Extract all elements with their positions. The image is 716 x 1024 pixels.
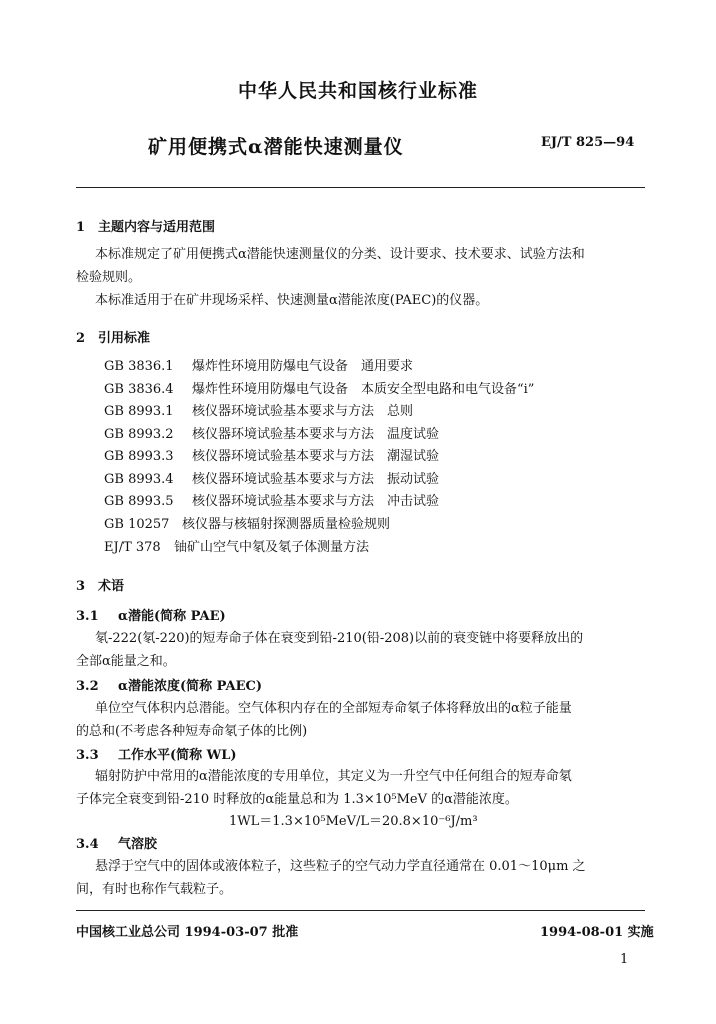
term-3-2-heading (76, 675, 262, 694)
reference-code: EJ/T 378 (104, 540, 161, 555)
reference-item (104, 537, 369, 559)
reference-code: GB 8993.5 (104, 494, 174, 509)
reference-item (104, 356, 413, 378)
term-3-4-heading (76, 833, 157, 852)
org-title: 中华人民共和国核行业标准 (237, 80, 478, 102)
reference-code: GB 3836.4 (104, 382, 174, 397)
footer-rule (76, 910, 645, 911)
reference-text: 核仪器与核辐射探测器质量检验规则 (182, 517, 391, 532)
header-rule (76, 187, 645, 188)
reference-item (104, 469, 439, 491)
term-title: α潜能(简称 PAE) (118, 609, 226, 624)
term-3-2-line-1: 单位空气体积内总潜能。空气体积内存在的全部短寿命氡子体将释放出的α粒子能量 (95, 701, 572, 716)
reference-code: GB 8993.2 (104, 427, 174, 442)
term-number: 3.4 (76, 837, 99, 852)
reference-item (104, 491, 439, 513)
reference-code: GB 10257 (104, 517, 170, 532)
term-number: 3.2 (76, 679, 99, 694)
section-1-paragraph-2: 本标准适用于在矿井现场采样、快速测量α潜能浓度(PAEC)的仪器。 (95, 293, 489, 308)
reference-text: 核仪器环境试验基本要求与方法 总则 (192, 404, 414, 419)
reference-text: 核仪器环境试验基本要求与方法 振动试验 (192, 472, 440, 487)
reference-text: 爆炸性环境用防爆电气设备 通用要求 (192, 359, 414, 374)
reference-item (104, 401, 413, 423)
term-3-3-line-1: 辐射防护中常用的α潜能浓度的专用单位，其定义为一升空气中任何组合的短寿命氡 (95, 769, 572, 784)
reference-code: GB 8993.3 (104, 449, 174, 464)
reference-item (104, 379, 534, 401)
term-number: 3.3 (76, 748, 99, 763)
term-number: 3.1 (76, 609, 99, 624)
section-title: 引用标准 (98, 331, 151, 346)
reference-code: GB 8993.4 (104, 472, 174, 487)
reference-item (104, 424, 439, 446)
section-3-heading (76, 575, 124, 594)
reference-item (104, 446, 439, 468)
section-number: 3 (76, 579, 86, 594)
term-3-4-line-1: 悬浮于空气中的固体或液体粒子，这些粒子的空气动力学直径通常在 0.01～10μm 之 (95, 859, 586, 874)
term-title: 气溶胶 (118, 837, 158, 852)
reference-text: 爆炸性环境用防爆电气设备 本质安全型电路和电气设备“i” (192, 382, 535, 397)
section-title: 主题内容与适用范围 (98, 220, 216, 235)
section-title: 术语 (98, 579, 125, 594)
work-level-formula: 1WL＝1.3×10⁵MeV/L＝20.8×10⁻⁶J/m³ (229, 814, 478, 829)
section-2-heading (76, 327, 150, 346)
document-title: 矿用便携式α潜能快速测量仪 (148, 136, 404, 158)
reference-code: GB 8993.1 (104, 404, 174, 419)
section-1-heading (76, 216, 215, 235)
term-title: 工作水平(简称 WL) (118, 748, 237, 763)
section-number: 1 (76, 220, 86, 235)
term-3-1-heading (76, 605, 226, 624)
term-3-4-line-2: 间，有时也称作气载粒子。 (76, 882, 233, 897)
section-number: 2 (76, 331, 86, 346)
page-number: 1 (620, 952, 629, 967)
reference-item (104, 514, 390, 536)
approval-note: 中国核工业总公司 1994-03-07 批准 (76, 925, 299, 940)
implementation-date: 1994-08-01 实施 (540, 925, 654, 940)
reference-code: GB 3836.1 (104, 359, 174, 374)
reference-text: 铀矿山空气中氡及氡子体测量方法 (174, 540, 370, 555)
term-3-1-line-1: 氡-222(氡-220)的短寿命子体在衰变到铅-210(铅-208)以前的衰变链中将要释放出的 (95, 631, 584, 646)
term-3-3-heading (76, 744, 237, 763)
reference-text: 核仪器环境试验基本要求与方法 温度试验 (192, 427, 440, 442)
term-title: α潜能浓度(简称 PAEC) (118, 679, 263, 694)
document-code: EJ/T 825—94 (541, 135, 635, 150)
term-3-2-line-2: 的总和(不考虑各种短寿命氡子体的比例) (76, 724, 308, 739)
reference-text: 核仪器环境试验基本要求与方法 冲击试验 (192, 494, 440, 509)
section-1-paragraph-1-line-2: 检验规则。 (76, 270, 142, 285)
reference-text: 核仪器环境试验基本要求与方法 潮湿试验 (192, 449, 440, 464)
section-1-paragraph-1-line-1: 本标准规定了矿用便携式α潜能快速测量仪的分类、设计要求、技术要求、试验方法和 (95, 247, 585, 262)
term-3-1-line-2: 全部α能量之和。 (76, 654, 176, 669)
term-3-3-line-2: 子体完全衰变到铅-210 时释放的α能量总和为 1.3×10⁵MeV 的α潜能浓度。 (76, 792, 518, 807)
